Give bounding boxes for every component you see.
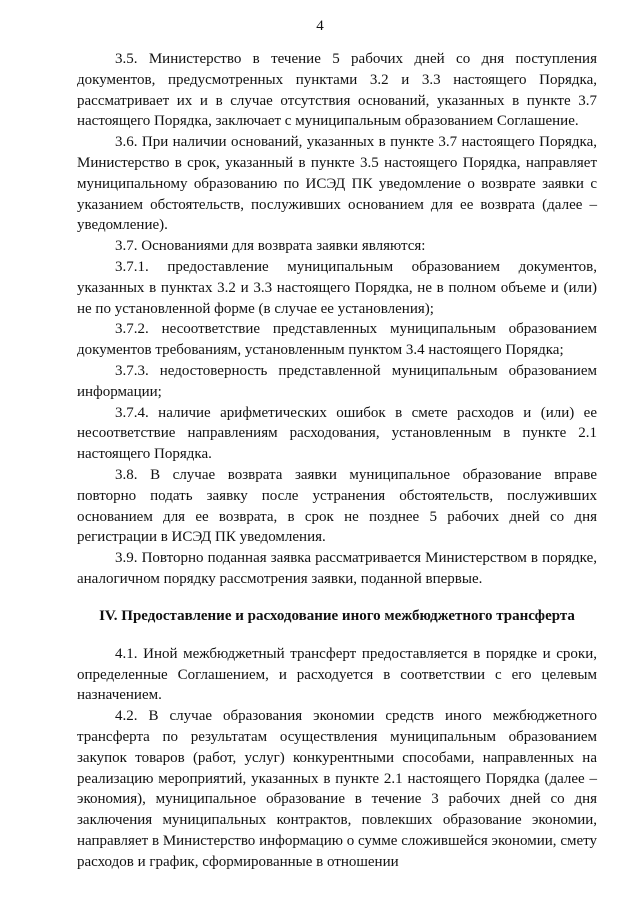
paragraph-3-8: 3.8. В случае возврата заявки муниципальное образование вправе повторно подать заявку после устранения обстоятельств, послуживших основанием для ее возврата, в срок не позднее 5 рабочих дней со дня регистрации в ИСЭД ПК уведомления. <box>77 466 597 546</box>
document-body <box>77 49 597 872</box>
paragraph-3-7-4: 3.7.4. наличие арифметических ошибок в смете расходов и (или) ее несоответствие направлениям расходования, установленным в пункте 2.1 настоящего Порядка. <box>77 404 597 463</box>
paragraph-3-9: 3.9. Повторно поданная заявка рассматривается Министерством в порядке, аналогичном порядку рассмотрения заявки, поданной впервые. <box>77 550 597 587</box>
paragraph-3-5: 3.5. Министерство в течение 5 рабочих дней со дня поступления документов, предусмотренных пунктами 3.2 и 3.3 настоящего Порядка, рассматривает их и в случае отсутствия оснований, указанных в пункте 3.7 настоящего Порядка, заключает с муниципальным образованием Соглашение. <box>77 51 597 130</box>
page-number: 4 <box>316 18 324 34</box>
paragraph-3-7-3: 3.7.3. недостоверность представленной муниципальным образованием информации; <box>77 362 597 400</box>
paragraph-3-6: 3.6. При наличии оснований, указанных в пункте 3.7 настоящего Порядка, Министерство в срок, указанный в пункте 3.5 настоящего Порядка, направляет муниципальному образованию по ИСЭД ПК уведомление о возврате заявки с указанием обстоятельств, послуживших основанием для ее возврата (далее – уведомление). <box>77 134 597 234</box>
paragraph-4-1: 4.1. Иной межбюджетный трансферт предоставляется в порядке и сроки, определенные Соглашением, и расходуется в соответствии с его целевым назначением. <box>77 645 597 704</box>
paragraph-3-7-2: 3.7.2. несоответствие представленных муниципальным образованием документов требованиям, установленным пунктом 3.4 настоящего Порядка; <box>77 321 597 359</box>
section-heading: IV. Предоставление и расходование иного межбюджетного трансферта <box>99 607 575 624</box>
paragraph-3-7: 3.7. Основаниями для возврата заявки являются: <box>115 238 426 255</box>
paragraph-3-7-1: 3.7.1. предоставление муниципальным образованием документов, указанных в пунктах 3.2 и 3.3 настоящего Порядка, не в полном объеме и (или) не по установленной форме (в случае ее установления); <box>77 258 597 317</box>
paragraph-4-2: 4.2. В случае образования экономии средств иного межбюджетного трансферта по результатам осуществления муниципальным образованием закупок товаров (работ, услуг) конкурентными способами, направленных на реализацию мероприятий, указанных в пункте 2.1 настоящего Порядка (далее – экономия), муниципальное образование в течение 3 рабочих дней со дня заключения муниципальных контрактов, повлекших образование экономии, направляет в Министерство информацию о сумме сложившейся экономии, смету расходов и график, сформированные в отношении <box>77 708 597 870</box>
